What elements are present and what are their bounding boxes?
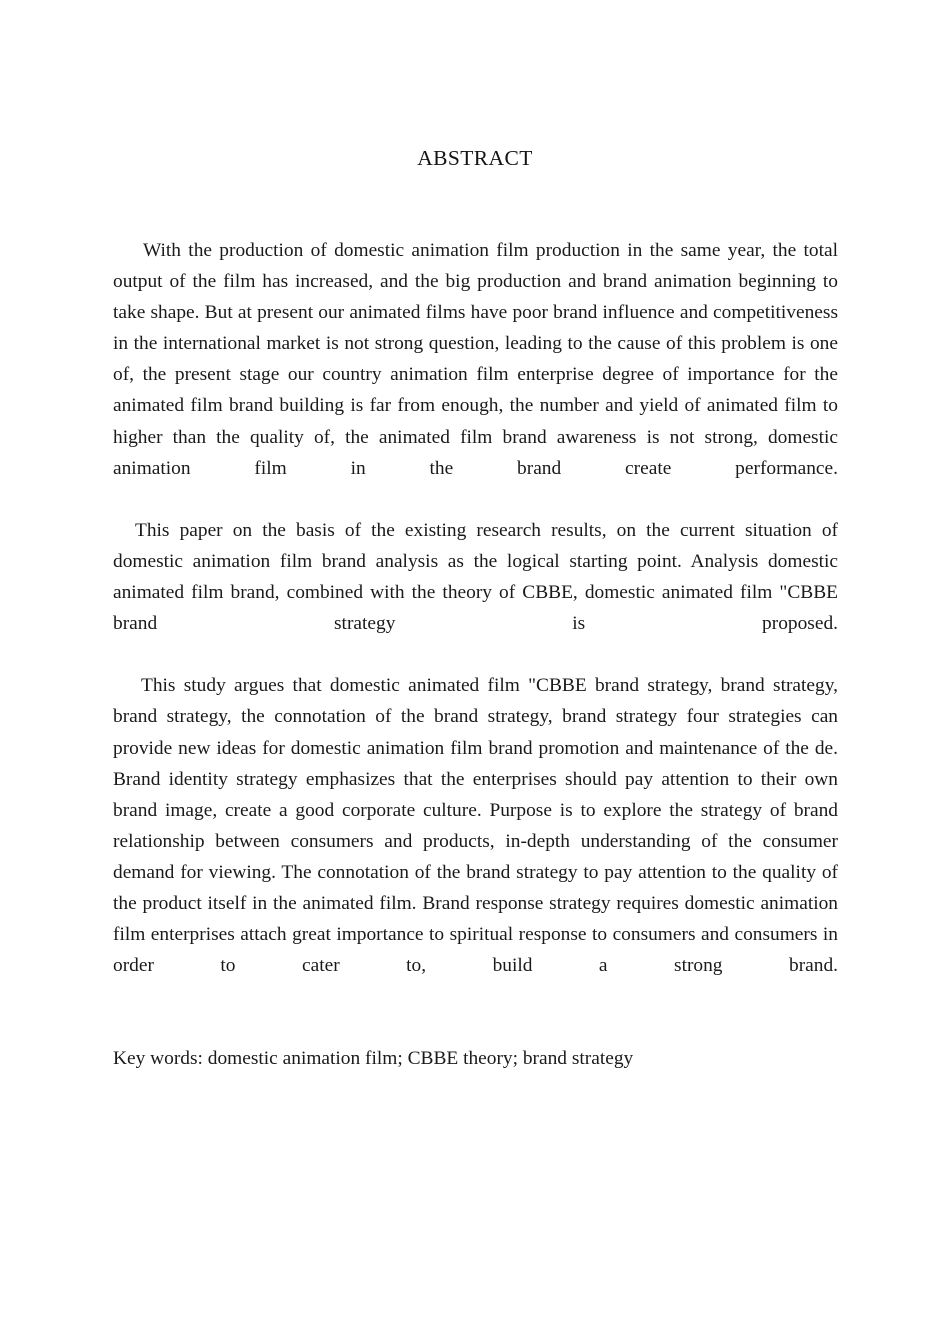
keywords-line: Key words: domestic animation film; CBBE theory; brand strategy [113,1048,634,1070]
page-title: ABSTRACT [417,146,533,170]
abstract-paragraph-2: This paper on the basis of the existing research results, on the current situation of domestic animation film brand analysis as the logical starting point. Analysis domestic animated film brand, combined with the theory of CBBE, domestic animated film "CBBE brand strategy is proposed. [113,519,838,635]
abstract-body [113,235,838,1074]
abstract-paragraph-1: With the production of domestic animation film production in the same year, the total output of the film has increased, and the big production and brand animation beginning to take shape. But at present our animated films have poor brand influence and competitiveness in the international market is not strong question, leading to the cause of this problem is one of, the present stage our country animation film enterprise degree of importance for the animated film brand building is far from enough, the number and yield of animated film to higher than the quality of, the animated film brand awareness is not strong, domestic animation film in the brand create performance. [113,240,838,479]
abstract-paragraph-3: This study argues that domestic animated film "CBBE brand strategy, brand strategy, brand strategy, the connotation of the brand strategy, brand strategy four strategies can provide new ideas for domestic animation film brand promotion and maintenance of the de. Brand identity strategy emphasizes that the enterprises should pay attention to their own brand image, create a good corporate culture. Purpose is to explore the strategy of brand relationship between consumers and products, in-depth understanding of the consumer demand for viewing. The connotation of the brand strategy to pay attention to the quality of the product itself in the animated film. Brand response strategy requires domestic animation film enterprises attach great importance to spiritual response to consumers and consumers in order to cater to, build a strong brand. [113,675,838,977]
keywords-block [113,1043,838,1074]
